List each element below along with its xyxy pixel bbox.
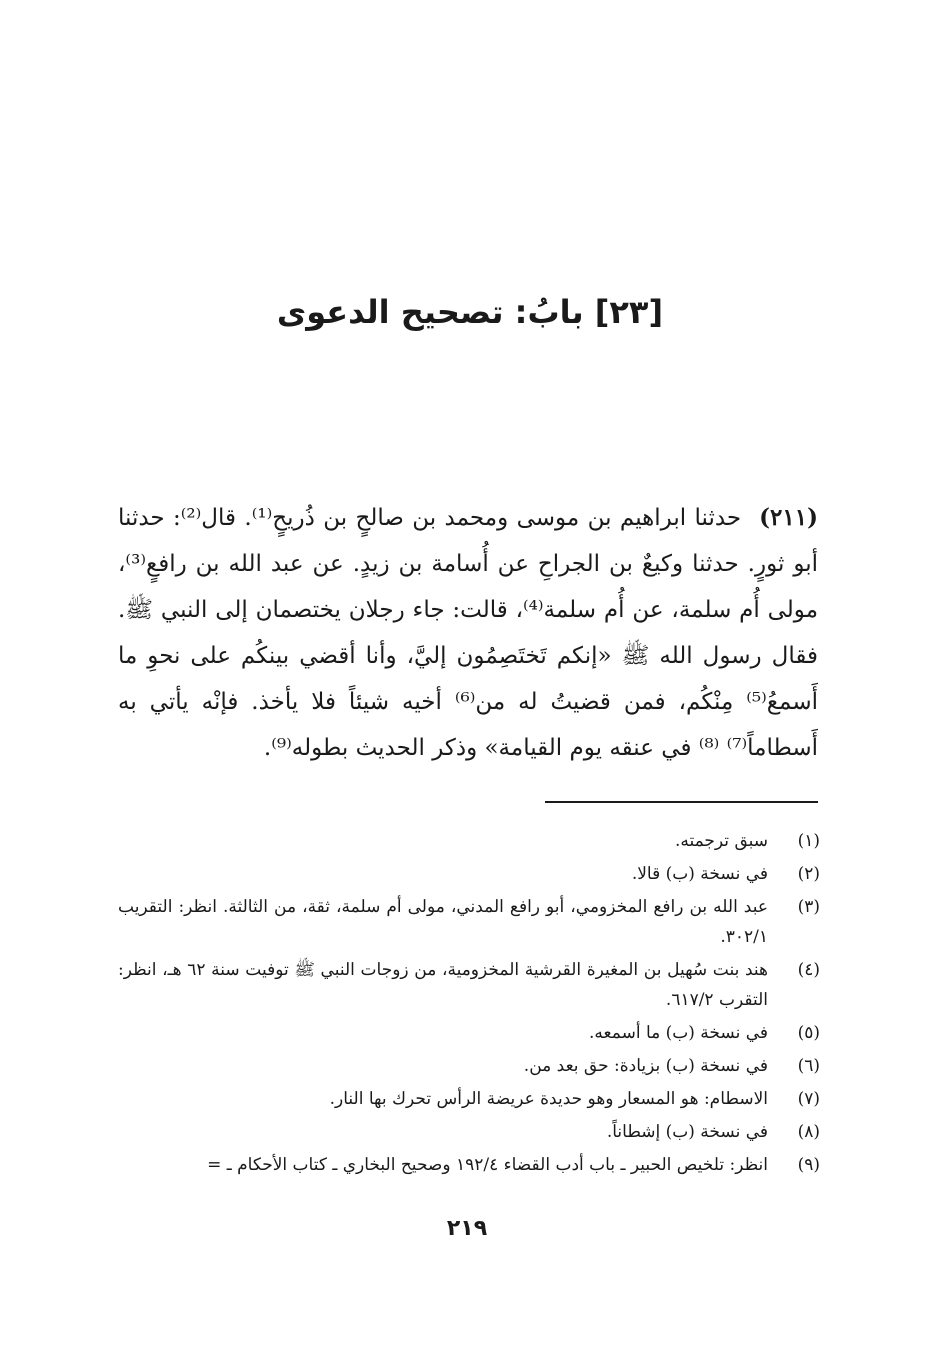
footnote-text: الاسطام: هو المسعار وهو حديدة عريضة الرأس تحرك بها النار.: [329, 1089, 768, 1109]
chapter-title: [٢٣] بابُ: تصحيح الدعوى: [276, 293, 664, 331]
footnote-item: [118, 955, 820, 1015]
footnote-item: [118, 1117, 820, 1147]
hadith-text: حدثنا ابراهيم بن موسى ومحمد بن صالحٍ بن ذُريحٍ⁽¹⁾. قال⁽²⁾: حدثنا أبو ثورٍ. حدثنا وكيعٌ بن الجراحِ عن أُسامة بن زيدٍ. عن عبد الله بن رافعٍ⁽³⁾، مولى أُم سلمة، عن أُم سلمة⁽⁴⁾، قالت: جاء رجلان يختصمان إلى النبي ﷺ. فقال رسول الله ﷺ «إنكم تَختَصِمُون إليَّ، وأنا أقضي بينكُم على نحوِ ما أَسمعُ⁽⁵⁾ مِنْكُم، فمن قضيتُ له من⁽⁶⁾ أخيه شيئاً فلا يأخذ. فإنْه يأتي به أَسطاماً⁽⁷⁾ ⁽⁸⁾ في عنقه يوم القيامة» وذكر الحديث بطوله⁽⁹⁾.: [118, 505, 819, 761]
page-number: ٢١٩: [446, 1216, 488, 1241]
footnote-item: [118, 892, 820, 952]
hadith-body: [118, 495, 818, 771]
footnote-item: [118, 1051, 820, 1081]
footnote-text: في نسخة (ب) إشطاناً.: [606, 1122, 768, 1142]
footnote-number: (٣): [797, 897, 820, 917]
hadith-number: (٢١١): [759, 504, 818, 531]
footnote-text: عبد الله بن رافع المخزومي، أبو رافع المدني، مولى أم سلمة، ثقة، من الثالثة. انظر: التقريب ٣٠٢/١.: [118, 897, 768, 947]
footnote-item: [118, 859, 820, 889]
footnote-text: في نسخة (ب) قالا.: [631, 864, 768, 884]
footnote-number: (٤): [797, 960, 820, 980]
footnote-number: (٥): [797, 1023, 820, 1043]
hadith-paragraph: [118, 495, 818, 771]
footnote-number: (١): [797, 831, 820, 851]
footnote-text: سبق ترجمته.: [674, 831, 768, 851]
footnote-number: (٨): [797, 1122, 820, 1142]
footnote-item: [118, 1150, 820, 1180]
footnote-item: [118, 1018, 820, 1048]
footnote-number: (٢): [797, 864, 820, 884]
footnote-text: هند بنت سُهيل بن المغيرة القرشية المخزومية، من زوجات النبي ﷺ توفيت سنة ٦٢ هـ، انظر: التقرب ٦١٧/٢.: [118, 960, 769, 1010]
footnote-separator: [545, 801, 818, 803]
footnote-text: في نسخة (ب) بزيادة: حق بعد من.: [523, 1056, 768, 1076]
footnote-text: انظر: تلخيص الحبير ـ باب أدب القضاء ١٩٢/٤ وصحيح البخاري ـ كتاب الأحكام ـ =: [207, 1155, 768, 1175]
footnote-text: في نسخة (ب) ما أسمعه.: [589, 1023, 768, 1043]
footnote-number: (٧): [797, 1089, 820, 1109]
footnote-number: (٩): [797, 1155, 820, 1175]
footnote-item: [118, 1084, 820, 1114]
footnote-item: [118, 826, 820, 856]
footnote-number: (٦): [797, 1056, 820, 1076]
footnotes: [118, 826, 820, 1183]
